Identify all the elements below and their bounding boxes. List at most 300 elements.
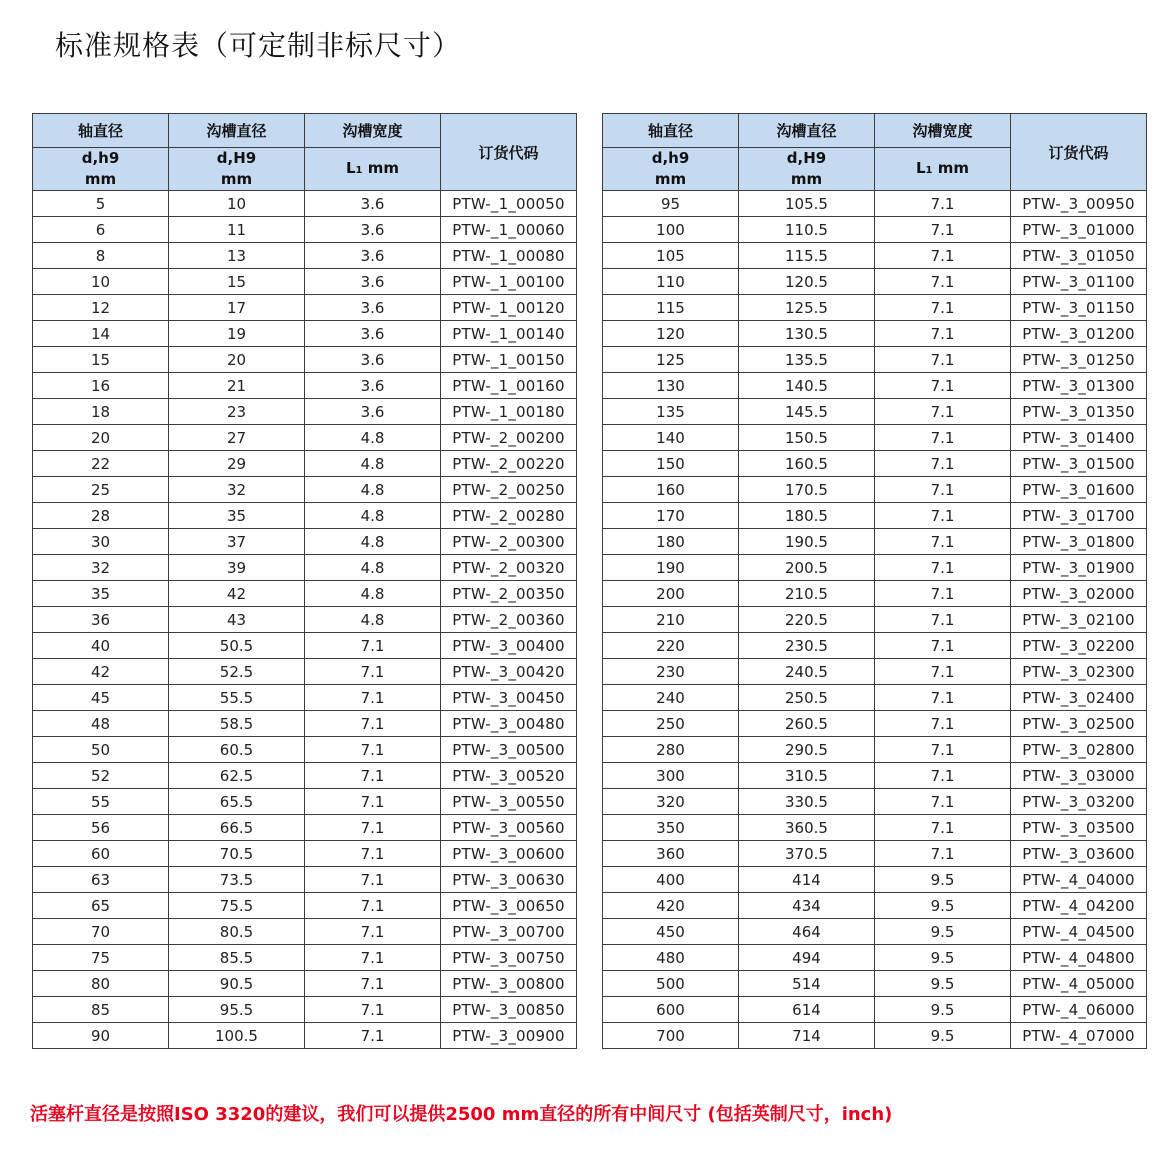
cell-order-code: PTW-_3_02800 — [1011, 737, 1147, 763]
cell-shaft-diameter: 220 — [603, 633, 739, 659]
cell-order-code: PTW-_4_04200 — [1011, 893, 1147, 919]
cell-order-code: PTW-_3_00700 — [441, 919, 577, 945]
cell-shaft-diameter: 55 — [33, 789, 169, 815]
table-row — [603, 581, 1147, 607]
cell-order-code: PTW-_3_03000 — [1011, 763, 1147, 789]
cell-groove-diameter: 42 — [169, 581, 305, 607]
cell-groove-width: 4.8 — [305, 503, 441, 529]
cell-order-code: PTW-_2_00250 — [441, 477, 577, 503]
cell-order-code: PTW-_3_01400 — [1011, 425, 1147, 451]
spec-table-left — [32, 113, 577, 1049]
cell-shaft-diameter: 600 — [603, 997, 739, 1023]
cell-groove-diameter: 434 — [739, 893, 875, 919]
cell-groove-diameter: 39 — [169, 555, 305, 581]
cell-shaft-diameter: 95 — [603, 191, 739, 217]
cell-shaft-diameter: 12 — [33, 295, 169, 321]
header-order-code: 订货代码 — [1011, 114, 1147, 191]
table-row — [603, 763, 1147, 789]
cell-groove-diameter: 65.5 — [169, 789, 305, 815]
cell-order-code: PTW-_1_00050 — [441, 191, 577, 217]
subheader-groove-unit: mm — [220, 170, 253, 188]
cell-groove-width: 3.6 — [305, 295, 441, 321]
table-row — [603, 685, 1147, 711]
cell-shaft-diameter: 135 — [603, 399, 739, 425]
cell-groove-diameter: 464 — [739, 919, 875, 945]
cell-groove-width: 7.1 — [875, 763, 1011, 789]
table-row — [603, 815, 1147, 841]
table-row — [603, 321, 1147, 347]
table-row — [33, 893, 577, 919]
cell-shaft-diameter: 100 — [603, 217, 739, 243]
cell-groove-diameter: 20 — [169, 347, 305, 373]
cell-order-code: PTW-_2_00200 — [441, 425, 577, 451]
subheader-width-unit: mm — [362, 158, 399, 177]
cell-groove-diameter: 37 — [169, 529, 305, 555]
subheader-groove — [739, 148, 875, 191]
cell-groove-width: 3.6 — [305, 347, 441, 373]
cell-order-code: PTW-_4_04000 — [1011, 867, 1147, 893]
cell-order-code: PTW-_4_06000 — [1011, 997, 1147, 1023]
table-row — [603, 373, 1147, 399]
cell-groove-diameter: 85.5 — [169, 945, 305, 971]
cell-order-code: PTW-_2_00360 — [441, 607, 577, 633]
table-row — [33, 659, 577, 685]
cell-order-code: PTW-_2_00220 — [441, 451, 577, 477]
subheader-shaft — [603, 148, 739, 191]
cell-groove-width: 7.1 — [875, 581, 1011, 607]
cell-groove-diameter: 21 — [169, 373, 305, 399]
cell-shaft-diameter: 20 — [33, 425, 169, 451]
cell-shaft-diameter: 5 — [33, 191, 169, 217]
table-row — [603, 529, 1147, 555]
cell-groove-width: 4.8 — [305, 581, 441, 607]
table-row — [603, 217, 1147, 243]
cell-order-code: PTW-_1_00180 — [441, 399, 577, 425]
cell-order-code: PTW-_2_00300 — [441, 529, 577, 555]
cell-order-code: PTW-_3_02300 — [1011, 659, 1147, 685]
table-row — [603, 737, 1147, 763]
cell-shaft-diameter: 22 — [33, 451, 169, 477]
table-row — [33, 477, 577, 503]
cell-groove-width: 4.8 — [305, 425, 441, 451]
subheader-groove — [169, 148, 305, 191]
cell-groove-width: 7.1 — [305, 789, 441, 815]
cell-shaft-diameter: 105 — [603, 243, 739, 269]
cell-shaft-diameter: 25 — [33, 477, 169, 503]
table-row — [33, 269, 577, 295]
cell-order-code: PTW-_3_00520 — [441, 763, 577, 789]
cell-shaft-diameter: 36 — [33, 607, 169, 633]
cell-groove-diameter: 180.5 — [739, 503, 875, 529]
subheader-shaft — [33, 148, 169, 191]
cell-groove-width: 3.6 — [305, 373, 441, 399]
cell-order-code: PTW-_3_02000 — [1011, 581, 1147, 607]
cell-groove-diameter: 50.5 — [169, 633, 305, 659]
cell-shaft-diameter: 6 — [33, 217, 169, 243]
cell-groove-diameter: 120.5 — [739, 269, 875, 295]
header-groove-width: 沟槽宽度 — [875, 114, 1011, 148]
cell-groove-width: 7.1 — [305, 971, 441, 997]
table-row — [33, 997, 577, 1023]
cell-groove-width: 3.6 — [305, 243, 441, 269]
cell-order-code: PTW-_3_01000 — [1011, 217, 1147, 243]
cell-groove-diameter: 29 — [169, 451, 305, 477]
cell-order-code: PTW-_2_00320 — [441, 555, 577, 581]
cell-groove-width: 7.1 — [875, 191, 1011, 217]
table-row — [603, 347, 1147, 373]
cell-order-code: PTW-_2_00350 — [441, 581, 577, 607]
cell-shaft-diameter: 360 — [603, 841, 739, 867]
table-row — [33, 503, 577, 529]
table-row — [603, 711, 1147, 737]
cell-groove-diameter: 110.5 — [739, 217, 875, 243]
cell-shaft-diameter: 8 — [33, 243, 169, 269]
cell-groove-width: 7.1 — [875, 555, 1011, 581]
cell-groove-width: 7.1 — [305, 1023, 441, 1049]
cell-groove-diameter: 32 — [169, 477, 305, 503]
cell-shaft-diameter: 35 — [33, 581, 169, 607]
table-row — [603, 841, 1147, 867]
cell-shaft-diameter: 40 — [33, 633, 169, 659]
cell-groove-width: 7.1 — [305, 763, 441, 789]
table-row — [603, 399, 1147, 425]
table-row — [33, 607, 577, 633]
cell-groove-diameter: 370.5 — [739, 841, 875, 867]
cell-groove-width: 7.1 — [875, 269, 1011, 295]
cell-order-code: PTW-_3_00950 — [1011, 191, 1147, 217]
cell-order-code: PTW-_3_01900 — [1011, 555, 1147, 581]
cell-groove-diameter: 514 — [739, 971, 875, 997]
table-row — [603, 477, 1147, 503]
cell-shaft-diameter: 125 — [603, 347, 739, 373]
cell-groove-diameter: 310.5 — [739, 763, 875, 789]
table-row — [603, 659, 1147, 685]
table-row — [33, 425, 577, 451]
cell-order-code: PTW-_3_01800 — [1011, 529, 1147, 555]
cell-order-code: PTW-_3_01050 — [1011, 243, 1147, 269]
cell-order-code: PTW-_3_02400 — [1011, 685, 1147, 711]
cell-order-code: PTW-_3_00600 — [441, 841, 577, 867]
cell-order-code: PTW-_3_01250 — [1011, 347, 1147, 373]
cell-groove-width: 4.8 — [305, 529, 441, 555]
cell-groove-width: 7.1 — [305, 685, 441, 711]
cell-order-code: PTW-_3_02500 — [1011, 711, 1147, 737]
table-row — [33, 451, 577, 477]
table-row — [603, 997, 1147, 1023]
table-row — [33, 347, 577, 373]
subheader-width-subscript: 1 — [355, 164, 363, 176]
cell-groove-diameter: 130.5 — [739, 321, 875, 347]
cell-order-code: PTW-_3_00400 — [441, 633, 577, 659]
cell-order-code: PTW-_3_01200 — [1011, 321, 1147, 347]
cell-order-code: PTW-_3_03200 — [1011, 789, 1147, 815]
cell-shaft-diameter: 85 — [33, 997, 169, 1023]
table-row — [603, 919, 1147, 945]
cell-order-code: PTW-_3_00550 — [441, 789, 577, 815]
cell-groove-diameter: 125.5 — [739, 295, 875, 321]
table-row — [33, 945, 577, 971]
cell-shaft-diameter: 240 — [603, 685, 739, 711]
spec-table-left-body — [33, 191, 577, 1049]
cell-groove-width: 7.1 — [305, 867, 441, 893]
cell-groove-width: 7.1 — [875, 295, 1011, 321]
cell-shaft-diameter: 200 — [603, 581, 739, 607]
cell-groove-diameter: 15 — [169, 269, 305, 295]
cell-groove-diameter: 55.5 — [169, 685, 305, 711]
table-row — [33, 399, 577, 425]
table-row — [33, 321, 577, 347]
table-row — [603, 295, 1147, 321]
table-row — [33, 243, 577, 269]
cell-groove-width: 7.1 — [875, 425, 1011, 451]
subheader-width-symbol: L — [915, 158, 926, 177]
cell-shaft-diameter: 48 — [33, 711, 169, 737]
cell-order-code: PTW-_3_03600 — [1011, 841, 1147, 867]
table-row — [33, 1023, 577, 1049]
cell-shaft-diameter: 420 — [603, 893, 739, 919]
cell-groove-width: 7.1 — [875, 659, 1011, 685]
cell-groove-diameter: 330.5 — [739, 789, 875, 815]
cell-groove-width: 3.6 — [305, 269, 441, 295]
cell-groove-diameter: 190.5 — [739, 529, 875, 555]
cell-groove-width: 7.1 — [305, 893, 441, 919]
cell-groove-width: 7.1 — [305, 737, 441, 763]
header-groove-diameter: 沟槽直径 — [169, 114, 305, 148]
cell-order-code: PTW-_3_01700 — [1011, 503, 1147, 529]
cell-shaft-diameter: 28 — [33, 503, 169, 529]
cell-shaft-diameter: 18 — [33, 399, 169, 425]
cell-order-code: PTW-_3_00630 — [441, 867, 577, 893]
cell-order-code: PTW-_4_04500 — [1011, 919, 1147, 945]
subheader-width — [875, 148, 1011, 191]
table-row — [33, 919, 577, 945]
cell-order-code: PTW-_3_00650 — [441, 893, 577, 919]
table-row — [33, 217, 577, 243]
cell-groove-diameter: 220.5 — [739, 607, 875, 633]
cell-order-code: PTW-_3_02200 — [1011, 633, 1147, 659]
cell-groove-diameter: 100.5 — [169, 1023, 305, 1049]
cell-shaft-diameter: 170 — [603, 503, 739, 529]
cell-groove-width: 3.6 — [305, 321, 441, 347]
cell-groove-width: 7.1 — [875, 477, 1011, 503]
table-row — [33, 555, 577, 581]
cell-groove-diameter: 90.5 — [169, 971, 305, 997]
cell-groove-diameter: 95.5 — [169, 997, 305, 1023]
cell-shaft-diameter: 480 — [603, 945, 739, 971]
cell-groove-width: 7.1 — [875, 321, 1011, 347]
cell-shaft-diameter: 80 — [33, 971, 169, 997]
cell-shaft-diameter: 32 — [33, 555, 169, 581]
cell-shaft-diameter: 16 — [33, 373, 169, 399]
cell-groove-diameter: 494 — [739, 945, 875, 971]
cell-groove-width: 9.5 — [875, 1023, 1011, 1049]
cell-groove-diameter: 35 — [169, 503, 305, 529]
cell-groove-diameter: 170.5 — [739, 477, 875, 503]
table-row — [33, 763, 577, 789]
table-row — [33, 971, 577, 997]
header-shaft-diameter: 轴直径 — [33, 114, 169, 148]
cell-groove-width: 7.1 — [875, 503, 1011, 529]
cell-groove-width: 7.1 — [875, 685, 1011, 711]
subheader-shaft-tol: d,h9 — [651, 149, 690, 167]
cell-groove-diameter: 10 — [169, 191, 305, 217]
cell-groove-width: 7.1 — [305, 633, 441, 659]
cell-groove-width: 7.1 — [305, 997, 441, 1023]
cell-shaft-diameter: 10 — [33, 269, 169, 295]
cell-groove-width: 7.1 — [875, 451, 1011, 477]
header-shaft-diameter: 轴直径 — [603, 114, 739, 148]
cell-shaft-diameter: 45 — [33, 685, 169, 711]
subheader-width-symbol: L — [345, 158, 356, 177]
cell-groove-diameter: 145.5 — [739, 399, 875, 425]
cell-order-code: PTW-_1_00060 — [441, 217, 577, 243]
cell-order-code: PTW-_4_04800 — [1011, 945, 1147, 971]
table-row — [33, 841, 577, 867]
cell-groove-diameter: 66.5 — [169, 815, 305, 841]
cell-groove-diameter: 250.5 — [739, 685, 875, 711]
cell-shaft-diameter: 90 — [33, 1023, 169, 1049]
table-row — [33, 529, 577, 555]
cell-groove-width: 7.1 — [305, 711, 441, 737]
table-row — [603, 867, 1147, 893]
cell-groove-diameter: 135.5 — [739, 347, 875, 373]
table-row — [603, 425, 1147, 451]
cell-groove-width: 9.5 — [875, 945, 1011, 971]
table-row — [33, 373, 577, 399]
table-row — [603, 633, 1147, 659]
cell-shaft-diameter: 63 — [33, 867, 169, 893]
table-row — [603, 789, 1147, 815]
cell-groove-diameter: 140.5 — [739, 373, 875, 399]
table-row — [603, 503, 1147, 529]
table-row — [33, 711, 577, 737]
cell-groove-width: 4.8 — [305, 607, 441, 633]
page-title: 标准规格表（可定制非标尺寸） — [55, 29, 462, 62]
cell-shaft-diameter: 15 — [33, 347, 169, 373]
cell-order-code: PTW-_1_00150 — [441, 347, 577, 373]
cell-shaft-diameter: 300 — [603, 763, 739, 789]
cell-order-code: PTW-_3_01600 — [1011, 477, 1147, 503]
cell-order-code: PTW-_3_00900 — [441, 1023, 577, 1049]
cell-groove-diameter: 160.5 — [739, 451, 875, 477]
cell-groove-width: 7.1 — [305, 945, 441, 971]
cell-order-code: PTW-_3_01300 — [1011, 373, 1147, 399]
cell-groove-diameter: 230.5 — [739, 633, 875, 659]
cell-groove-diameter: 27 — [169, 425, 305, 451]
cell-shaft-diameter: 280 — [603, 737, 739, 763]
cell-groove-width: 7.1 — [875, 841, 1011, 867]
cell-groove-width: 3.6 — [305, 399, 441, 425]
cell-shaft-diameter: 160 — [603, 477, 739, 503]
cell-groove-diameter: 290.5 — [739, 737, 875, 763]
cell-groove-diameter: 19 — [169, 321, 305, 347]
cell-groove-width: 4.8 — [305, 451, 441, 477]
cell-groove-width: 3.6 — [305, 191, 441, 217]
cell-groove-width: 4.8 — [305, 477, 441, 503]
cell-groove-diameter: 60.5 — [169, 737, 305, 763]
table-row — [33, 789, 577, 815]
cell-groove-width: 9.5 — [875, 997, 1011, 1023]
cell-order-code: PTW-_1_00100 — [441, 269, 577, 295]
cell-shaft-diameter: 120 — [603, 321, 739, 347]
cell-shaft-diameter: 60 — [33, 841, 169, 867]
cell-order-code: PTW-_4_05000 — [1011, 971, 1147, 997]
table-row — [603, 607, 1147, 633]
cell-order-code: PTW-_3_00800 — [441, 971, 577, 997]
table-row — [33, 191, 577, 217]
cell-order-code: PTW-_3_00500 — [441, 737, 577, 763]
cell-groove-width: 9.5 — [875, 893, 1011, 919]
subheader-groove-unit: mm — [790, 170, 823, 188]
cell-shaft-diameter: 56 — [33, 815, 169, 841]
cell-groove-diameter: 150.5 — [739, 425, 875, 451]
subheader-width — [305, 148, 441, 191]
cell-groove-diameter: 360.5 — [739, 815, 875, 841]
cell-order-code: PTW-_1_00080 — [441, 243, 577, 269]
table-row — [603, 451, 1147, 477]
cell-groove-width: 7.1 — [875, 373, 1011, 399]
cell-order-code: PTW-_3_01150 — [1011, 295, 1147, 321]
cell-order-code: PTW-_3_02100 — [1011, 607, 1147, 633]
cell-groove-diameter: 23 — [169, 399, 305, 425]
table-row — [33, 737, 577, 763]
cell-groove-diameter: 75.5 — [169, 893, 305, 919]
subheader-width-subscript: 1 — [925, 164, 933, 176]
cell-shaft-diameter: 210 — [603, 607, 739, 633]
cell-groove-diameter: 73.5 — [169, 867, 305, 893]
cell-groove-width: 7.1 — [875, 633, 1011, 659]
subheader-groove-tol: d,H9 — [216, 149, 257, 167]
cell-order-code: PTW-_3_00450 — [441, 685, 577, 711]
spec-table-right — [602, 113, 1147, 1049]
cell-groove-width: 7.1 — [875, 347, 1011, 373]
cell-order-code: PTW-_3_00850 — [441, 997, 577, 1023]
cell-shaft-diameter: 500 — [603, 971, 739, 997]
cell-shaft-diameter: 65 — [33, 893, 169, 919]
table-row — [603, 945, 1147, 971]
cell-shaft-diameter: 130 — [603, 373, 739, 399]
cell-groove-diameter: 43 — [169, 607, 305, 633]
cell-groove-width: 7.1 — [305, 919, 441, 945]
cell-groove-width: 7.1 — [875, 399, 1011, 425]
table-row — [33, 295, 577, 321]
cell-groove-diameter: 52.5 — [169, 659, 305, 685]
cell-groove-width: 7.1 — [305, 815, 441, 841]
cell-shaft-diameter: 230 — [603, 659, 739, 685]
cell-shaft-diameter: 115 — [603, 295, 739, 321]
cell-groove-diameter: 414 — [739, 867, 875, 893]
table-row — [33, 685, 577, 711]
cell-groove-width: 7.1 — [875, 789, 1011, 815]
cell-order-code: PTW-_3_03500 — [1011, 815, 1147, 841]
cell-groove-diameter: 714 — [739, 1023, 875, 1049]
cell-shaft-diameter: 140 — [603, 425, 739, 451]
table-row — [603, 971, 1147, 997]
table-row — [603, 191, 1147, 217]
cell-order-code: PTW-_3_01100 — [1011, 269, 1147, 295]
cell-groove-width: 4.8 — [305, 555, 441, 581]
header-groove-width: 沟槽宽度 — [305, 114, 441, 148]
cell-groove-width: 7.1 — [305, 841, 441, 867]
subheader-shaft-unit: mm — [84, 170, 117, 188]
cell-shaft-diameter: 75 — [33, 945, 169, 971]
subheader-shaft-unit: mm — [654, 170, 687, 188]
cell-groove-diameter: 105.5 — [739, 191, 875, 217]
cell-shaft-diameter: 14 — [33, 321, 169, 347]
cell-groove-diameter: 240.5 — [739, 659, 875, 685]
cell-shaft-diameter: 30 — [33, 529, 169, 555]
cell-groove-diameter: 62.5 — [169, 763, 305, 789]
